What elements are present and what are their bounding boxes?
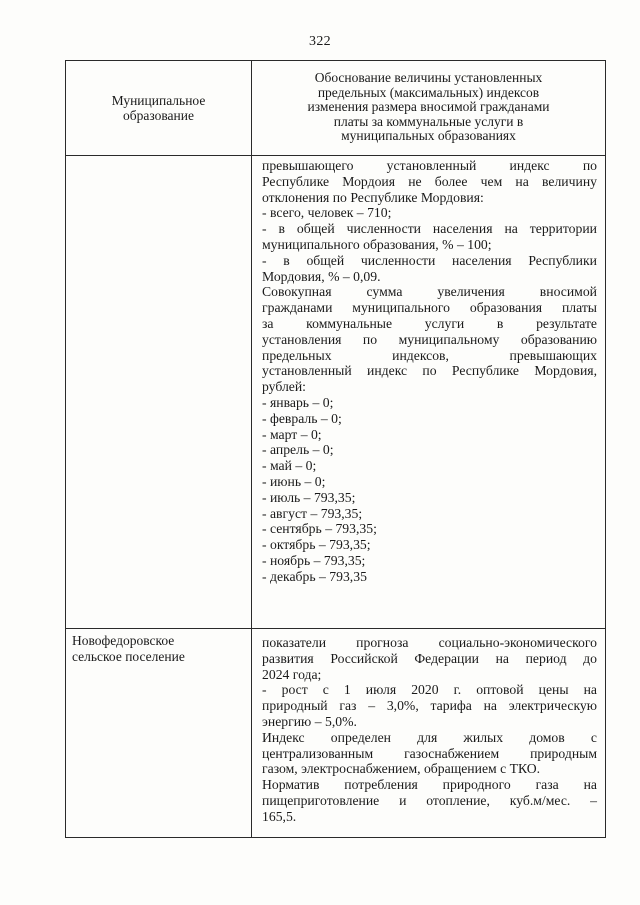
text-line: за коммунальные услуги в результате [262, 315, 597, 331]
month-line: - февраль – 0; [262, 410, 342, 426]
month-line: - ноябрь – 793,35; [262, 552, 366, 568]
text-line: отклонения по Республике Мордовия: [262, 189, 484, 205]
header-line: Обоснование величины установленных [314, 70, 543, 85]
text-line: Норматив потребления природного газа на [262, 777, 597, 793]
text-line: установленный индекс по Республике Мордовия, [262, 363, 597, 379]
month-line: - октябрь – 793,35; [262, 537, 371, 553]
text-line: - всего, человек – 710; [262, 205, 392, 221]
text-line: - рост с 1 июля 2020 г. оптовой цены на [262, 682, 597, 698]
justification-table [65, 60, 606, 838]
text-line: гражданами муниципального образования платы [262, 300, 597, 316]
text-line: природный газ – 3,0%, тарифа на электрическую [262, 698, 597, 714]
municipality-name-line: Новофедоровское [72, 633, 175, 648]
municipality-cell [66, 629, 252, 838]
text-line: пищеприготовление и отопление, куб.м/мес. – [262, 792, 597, 808]
month-line: - май – 0; [262, 458, 317, 474]
header-line: платы за коммунальные услуги в [333, 113, 524, 129]
text-line: Совокупная сумма увеличения вносимой [262, 284, 597, 300]
table-header-row [66, 61, 606, 156]
header-line: изменения размера вносимой гражданами [307, 99, 550, 114]
text-line: - в общей численности населения Республики [262, 252, 597, 268]
table-row [66, 156, 606, 629]
month-line: - июнь – 0; [262, 473, 326, 489]
text-line: развития Российской Федерации на период до [262, 650, 597, 666]
text-line: превышающего установленный индекс по [262, 158, 597, 173]
text-line: рублей: [262, 379, 306, 395]
text-line: предельных индексов, превышающих [262, 347, 597, 363]
header-line: предельных (максимальных) индексов [317, 84, 540, 100]
month-line: - апрель – 0; [262, 442, 334, 458]
text-line: 2024 года; [262, 666, 322, 682]
text-line: Республике Мордоия не более чем на величину [262, 173, 597, 189]
text-line: 165,5. [262, 808, 297, 824]
justification-cell [252, 156, 606, 629]
municipality-name-line: сельское поселение [72, 648, 185, 664]
justification-cell [252, 629, 606, 838]
header-municipality: Муниципальное образование [66, 61, 252, 156]
text-line: газом, электроснабжением, обращением с ТКО. [262, 761, 541, 777]
text-line: - в общей численности населения на территории [262, 221, 597, 237]
text-line: энергию – 5,0%. [262, 713, 357, 729]
text-line: показатели прогноза социально-экономического [262, 635, 597, 650]
month-line: - август – 793,35; [262, 505, 363, 521]
header-justification [252, 61, 606, 156]
text-line: муниципального образования, % – 100; [262, 236, 492, 252]
text-line: Индекс определен для жилых домов с [262, 729, 597, 745]
text-line: Мордовия, % – 0,09. [262, 268, 381, 284]
month-line: - январь – 0; [262, 394, 334, 410]
month-line: - декабрь – 793,35 [262, 568, 367, 584]
month-line: - сентябрь – 793,35; [262, 521, 377, 537]
text-line: централизованным газоснабжением природным [262, 745, 597, 761]
header-line: муниципальных образованиях [341, 128, 516, 143]
table-row [66, 629, 606, 838]
municipality-cell-continued [66, 156, 252, 629]
text-line: установления по муниципальному образованию [262, 331, 597, 347]
month-line: - июль – 793,35; [262, 489, 356, 505]
page-number: 322 [309, 34, 331, 49]
month-line: - март – 0; [262, 426, 322, 442]
